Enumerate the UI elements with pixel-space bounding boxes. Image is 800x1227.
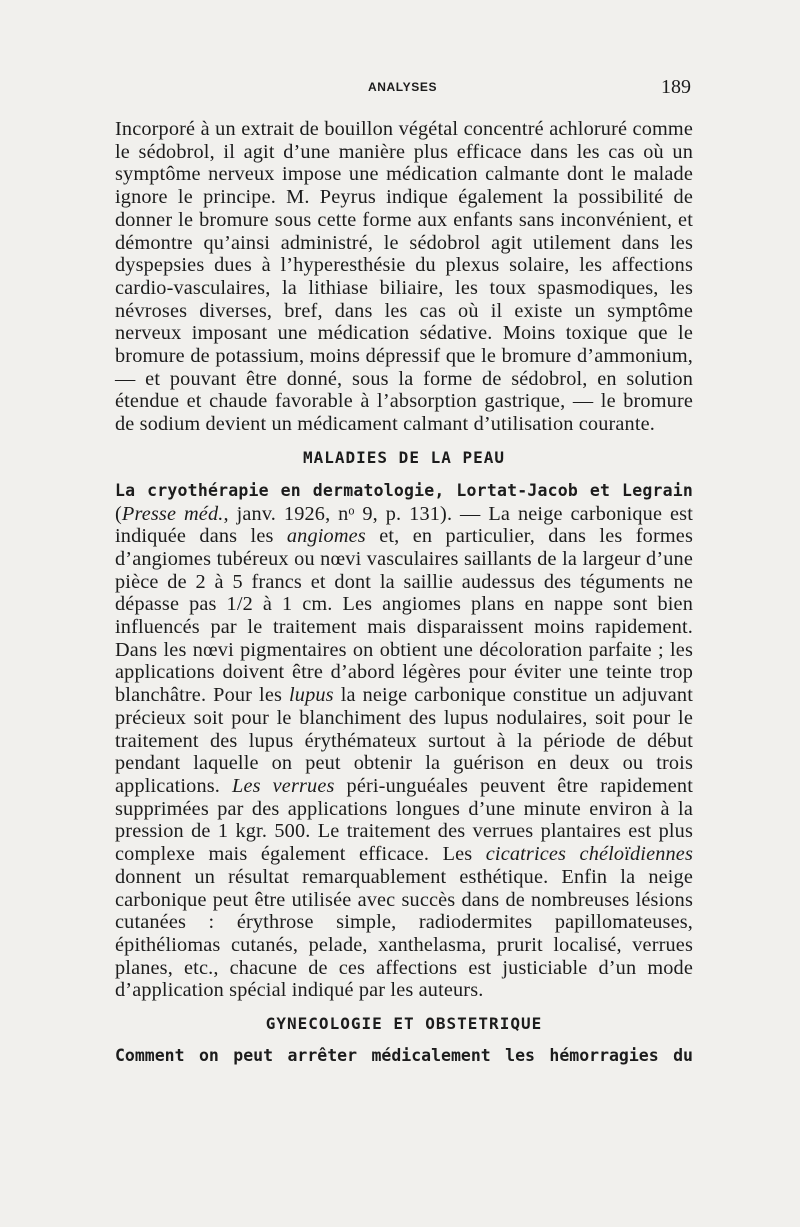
page-number: 189 — [661, 76, 691, 98]
italic-term: cicatrices chéloïdiennes — [485, 843, 693, 866]
section-heading-gynecologie: GYNECOLOGIE ET OBSTETRIQUE — [265, 1014, 543, 1034]
paragraph-cryotherapie — [115, 479, 693, 1002]
text-run: et, en particulier, dans les formes d’angiomes tubéreux ou nœvi vasculaires saillants de la largeur d’une pièce de 2 à 5 francs et dont la saillie audessus des téguments ne dépasse pas 1/2 à 1 cm. Les angiomes plans en nappe sont bien influencés par le traitement mais disparaissent moins rapidement. Dans les nœvi pigmentaires on obtient une décoloration parfaite ; les applications doivent être d’abord légères pour éviter une teinte trop blanchâtre. Pour les — [115, 525, 693, 707]
body-text — [115, 118, 693, 1067]
text-run: , janv. 1926, nᵒ 9, p. 131). — La neige carbonique est indiquée dans les — [115, 502, 693, 548]
paragraph-sedobrol: Incorporé à un extrait de bouillon végétal concentré achloruré comme le sédobrol, il agit d’une manière plus efficace dans les cas où un symptôme nerveux impose une médication calmante dont le malade ignore le principe. M. Peyrus indique également la possibilité de donner le bromure sous cette forme aux enfants sans inconvénient, et démontre qu’ainsi administré, le sédobrol agit utilement dans les dyspepsies dues à l’hyperesthésie du plexus solaire, les affections cardio-vasculaires, la lithiase biliaire, les toux spasmodiques, les névroses diverses, bref, dans les cas où il existe un symptôme nerveux imposant une médication sédative. Moins toxique que le bromure de potassium, moins dépressif que le bromure d’ammonium, — et pouvant être donné, sous la forme de sédobrol, en solution étendue et chaude favorable à l’absorption gastrique, — le bromure de sodium devient un médicament calmant d’utilisation courante. — [115, 118, 693, 436]
citation-journal: Presse méd. — [121, 502, 224, 525]
section-heading-peau: MALADIES DE LA PEAU — [302, 447, 506, 467]
article-title-cryotherapie: La cryothérapie en dermatologie, Lortat-Jacob et Legrain — [115, 480, 693, 500]
running-head — [0, 78, 800, 102]
text-run: péri-unguéales peuvent être rapidement supprimées par des applications longues d’une minute environ à la pression de 1 kgr. 500. Le traitement des verrues plantaires est plus complexe mais également efficace. Les — [115, 774, 693, 866]
italic-term: Les verrues — [232, 774, 335, 797]
running-head-title: ANALYSES — [368, 80, 438, 94]
text-run: donnent un résultat remarquablement esthétique. Enfin la neige carbonique peut être utilisée avec succès dans de nombreuses lésions cutanées : érythrose simple, radiodermites papillomateuses, épithéliomas cutanés, pelade, xanthelasma, prurit localisé, verrues planes, etc., chacune de ces affections est justiciable d’un mode d’application spécial indiqué par les auteurs. — [115, 865, 693, 1002]
text-run: la neige carbonique constitue un adjuvant précieux soit pour le blanchiment des lupus nodulaires, soit pour le traitement des lupus érythémateux surtout à la période de début pendant laquelle on peut obtenir la guérison en deux ou trois applications. — [115, 684, 693, 797]
italic-term: angiomes — [286, 525, 366, 548]
italic-term: lupus — [289, 684, 334, 707]
citation-open: ( — [115, 502, 122, 525]
article-title-hemorragies: Comment on peut arrêter médicalement les hémorragies du — [115, 1046, 693, 1066]
